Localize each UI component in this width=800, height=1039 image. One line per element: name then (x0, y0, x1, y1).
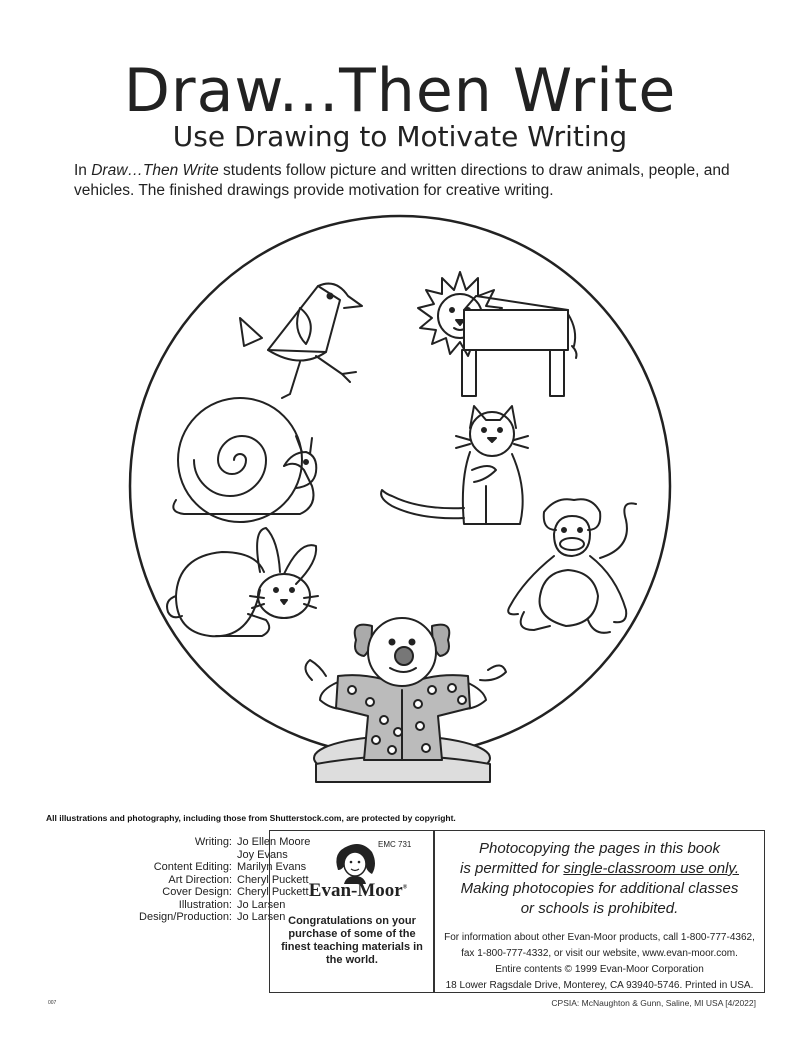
credit-row: Joy Evans (237, 848, 288, 861)
rabbit-drawing (167, 528, 318, 636)
bird-drawing (240, 284, 362, 398)
credit-row: Illustration: Jo Larsen (178, 898, 286, 911)
clown-drawing (305, 618, 506, 782)
congrats-text: Congratulations on your purchase of some of the finest teaching materials in the world. (281, 915, 423, 966)
book-title: Draw…Then Write (91, 162, 219, 179)
credit-row: Writing: Jo Ellen Moore (194, 836, 311, 848)
publisher-info: For information about other Evan-Moor products, call 1-800-777-4362, fax 1-800-777-4332, or visit our website, www.evan-moor.com. Entire contents © 1999 Evan-Moor Corporation 18 Lower Ragsdale Drive, Monterey, CA 93940-5746. Printed in USA. (444, 932, 755, 991)
lion-drawing (418, 272, 577, 396)
copyright-note: All illustrations and photography, including those from Shutterstock.com, are protected by copyright. (46, 813, 456, 823)
page-code: 007 (48, 1000, 57, 1006)
snail-drawing (173, 398, 316, 522)
publisher-logo: Evan-Moor® (308, 880, 408, 901)
monkey-drawing (508, 499, 636, 633)
credit-row: Content Editing: Marilyn Evans (153, 861, 307, 873)
girl-logo-icon (330, 840, 380, 884)
cpsia-note: CPSIA: McNaughton & Gunn, Saline, MI USA [4/2022] (551, 998, 756, 1008)
page-subtitle: Use Drawing to Motivate Writing (172, 120, 628, 153)
credit-row: Art Direction: Cheryl Puckett (168, 873, 309, 886)
photocopy-notice: Photocopying the pages in this book is permitted for single-classroom use only. Making photocopies for additional classes or schools is prohibited. (459, 840, 739, 917)
credit-row: Design/Production: Jo Larsen (139, 911, 286, 923)
page-title: Draw...Then Write (123, 56, 677, 126)
credit-row: Cover Design: Cheryl Puckett (162, 886, 309, 898)
cat-drawing (381, 406, 528, 524)
product-code: EMC 731 (378, 840, 412, 849)
info-box-divider (433, 830, 435, 993)
intro-paragraph: In Draw…Then Write students follow picture and written directions to draw animals, people, and vehicles. The finished drawings provide motivation for creative writing. (74, 162, 730, 199)
